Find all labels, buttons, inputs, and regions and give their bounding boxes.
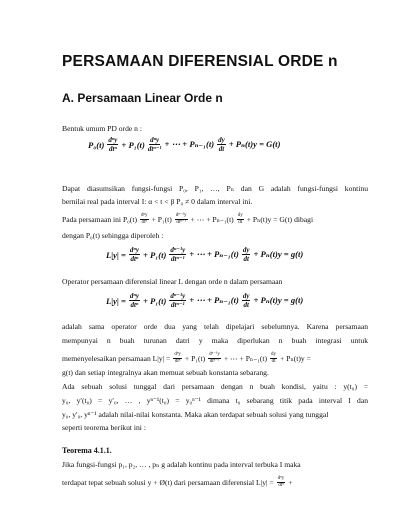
eq3-lhs: L|y| = — [106, 295, 126, 306]
eq2-rhs: + Pₙ(t)y = g(t) — [253, 249, 304, 259]
para5-line2: y₀, y′(t₀) = y′₀, … , yⁿ⁻¹(t₀) = y₀ⁿ⁻¹ dimana t₀ sebarang titik pada interval I dan — [62, 396, 368, 405]
para4-line3 — [62, 352, 368, 365]
para5-line1: Ada sebuah solusi tunggal dari persamaan dengan n buah kondisi, yaitu : y(t₀) = — [62, 382, 368, 391]
para3-text: Operator persamaan diferensial linear L dengan orde n dalam persamaan — [62, 277, 283, 286]
equation-operator — [106, 292, 303, 309]
para2-text-d: + Pₙ(t)y = G(t) — [246, 214, 293, 224]
eq2-frac1: $\frac{\text{dⁿy}}{\text{dtⁿ}}$ — [129, 246, 139, 263]
eq2-frac2: $\frac{\text{dⁿ⁻¹y}}{\text{dtⁿ⁻¹}}$ — [170, 246, 186, 263]
theorem-title: Teorema 4.1.1. — [62, 446, 112, 455]
eq1-lhs: P₀(t) — [88, 139, 105, 150]
para4-line1: adalah sama operator orde dua yang telah dipelajari sebelumnya. Karena persamaan — [62, 322, 368, 331]
para4-frac3: $\frac{dy}{dt}$ — [271, 352, 277, 364]
equation-general-form — [88, 136, 280, 153]
para4-line2: mempunyai n buah turunan datri y maka diperlukan n buah integrasi untuk — [62, 336, 368, 345]
eq3-term2: + P₁(t) — [142, 295, 167, 306]
para2-line1 — [62, 213, 368, 226]
para4-text-a: memenyelesaikan persamaan L|y| = — [62, 353, 171, 363]
para2-line2: dengan P₀(t) sehingga diperoleh : — [62, 231, 164, 240]
equation-normalized — [106, 246, 303, 263]
section-heading: A. Persamaan Linear Orde n — [62, 91, 223, 105]
eq3-frac2: $\frac{\text{dⁿ⁻¹y}}{\text{dtⁿ⁻¹}}$ — [170, 292, 186, 309]
para5-line4: seperti teorema berikut ini : — [62, 423, 146, 432]
eq1-frac1: $\frac{\text{dⁿy}}{\text{dtⁿ}}$ — [108, 136, 118, 153]
eq3-frac3: $\frac{dy}{dt}$ — [242, 292, 250, 309]
eq3-mid: + ⋯ + Pₙ₋₁(t) — [189, 295, 239, 305]
theorem-frac: $\frac{\text{dⁿy}}{\text{dtⁿ}}$ — [277, 476, 285, 488]
theorem-line1: Jika fungsi-fungsi p₁, p₂, … , pₙ g adalah kontinu pada interval terbuka I maka — [62, 460, 301, 469]
para2-text-a: Pada persamaan ini P₀(t) — [62, 214, 137, 224]
eq1-frac3: $\frac{dy}{dt}$ — [218, 136, 225, 153]
para2-text-c: + ⋯ + Pₙ₋₁(t) — [190, 214, 234, 224]
eq1-mid: + ⋯ + Pₙ₋₁(t) — [164, 139, 215, 149]
intro-text: Bentuk umum PD orde n : — [62, 124, 142, 133]
para4-frac1: $\frac{\text{dⁿy}}{\text{dtⁿ}}$ — [174, 352, 181, 364]
theorem-text-a: terdapat tepat sebuah solusi y + Ø(t) dari persamaan diferensial L|y| = — [62, 477, 274, 487]
page-title: PERSAMAAN DIFERENSIAL ORDE n — [62, 53, 338, 70]
para1-line2: bernilai real pada interval I: α < t < β P₀ ≠ 0 dalam interval ini. — [62, 197, 253, 206]
para5-line3: y₀, y′₀, yⁿ⁻¹ adalah nilai-nilai konstanta. Maka akan terdapat sebuah solusi yang tunggal — [62, 410, 329, 419]
eq3-frac1: $\frac{\text{dⁿy}}{\text{dtⁿ}}$ — [129, 292, 139, 309]
para2-frac3: $\frac{dy}{dt}$ — [237, 213, 243, 225]
para4-text-c: + ⋯ + Pₙ₋₁(t) — [223, 353, 268, 363]
para2-frac1: $\frac{\text{dⁿy}}{\text{dtⁿ}}$ — [140, 213, 148, 225]
theorem-text-b: + — [288, 477, 293, 487]
para4-line4: g(t) dan setiap integralnya akan memuat sebuah konstanta sebarang. — [62, 368, 269, 377]
para4-text-d: + Pₙ(t)y = — [280, 353, 311, 363]
para1-line1: Dapat diasumsikan fungsi-fungsi P₀, P₁, …, Pₙ dan G adalah fungsi-fungsi kontinu — [62, 184, 368, 193]
eq2-term2: + P₁(t) — [142, 249, 167, 260]
eq2-frac3: $\frac{dy}{dt}$ — [242, 246, 250, 263]
para2-frac2: $\frac{\text{dⁿ⁻¹y}}{\text{dtⁿ⁻¹}}$ — [175, 213, 187, 225]
eq3-rhs: + Pₙ(t)y = g(t) — [253, 295, 304, 305]
eq2-lhs: L|y| = — [106, 249, 126, 260]
para2-text-b: + P₁(t) — [151, 214, 172, 224]
theorem-line2 — [62, 476, 368, 489]
eq1-rhs: + Pₙ(t)y = G(t) — [228, 139, 281, 149]
para2-text-e: dibagi — [294, 214, 314, 224]
para4-text-b: + P₁(t) — [184, 353, 206, 363]
eq1-term2: + P₁(t) — [121, 139, 145, 150]
eq2-mid: + ⋯ + Pₙ₋₁(t) — [189, 249, 239, 259]
para4-frac2: $\frac{\text{dⁿ⁻¹y}}{\text{dtⁿ⁻¹}}$ — [209, 352, 220, 364]
eq1-frac2: $\frac{\text{dⁿy}}{\text{dtⁿ⁻¹}}$ — [147, 136, 162, 153]
